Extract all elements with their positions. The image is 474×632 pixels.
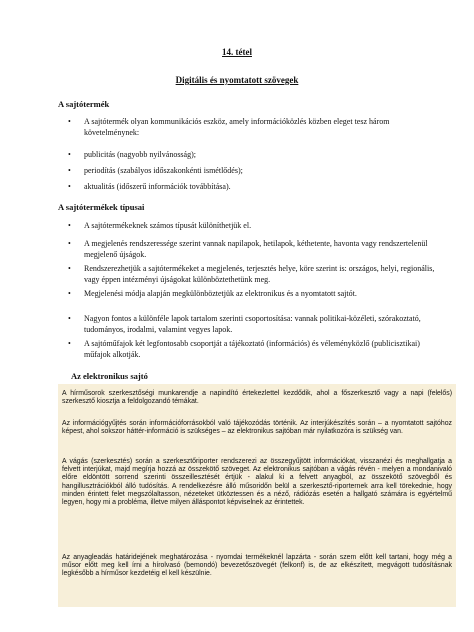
list-item: • A sajtóműfajok két legfontosabb csoportját a tájékoztató (információs) és véleményközlő (publicisztikai) műfajok alkotják. xyxy=(68,339,420,359)
list-item: • Nagyon fontos a különféle lapok tartalom szerinti csoportosítása: vannak politikai-közéleti, szórakoztató, tudományos, irodalmi, valamint vegyes lapok. xyxy=(68,314,421,334)
list-item: • periodítás (szabályos időszakonkénti ismétlődés); xyxy=(68,166,243,175)
bullet-icon: • xyxy=(68,339,71,348)
bullet-icon: • xyxy=(68,264,71,273)
list-item: • A sajtótermékeknek számos típusát különíthetjük el. xyxy=(68,221,252,230)
list-item: • A megjelenés rendszeressége szerint vannak napilapok, hetilapok, kéthetente, havonta vagy rendszertelenül megjelenő újságok. xyxy=(68,239,428,259)
list-item: • A sajtótermék olyan kommunikációs eszköz, amely információközlés közben eleget tesz három követelménynek: xyxy=(68,117,390,137)
list-item: • aktualitás (időszerű információk továbbítása). xyxy=(68,182,231,191)
section-heading-sajtotermek: A sajtótermék xyxy=(58,99,110,109)
bullet-icon: • xyxy=(68,239,71,248)
bullet-icon: • xyxy=(68,150,71,159)
paragraph: A vágás (szerkesztés) során a szerkesztőriporter rendszerezi az összegyűjtött információkat, visszanézi és meghallgatja a felvett interjúkat, majd megírja hozzá az összekötő szöveget. Az elektronikus sajtóban a vágás révén - melyen a mondanivaló előre eldöntött sorrend szerinti összeillesztését értjük - alakul ki a felvett anyagból, az összekötő szövegből és hangillusztrációkból álló tudósítás. A rendelkezésre álló műsoridőn belül a szerkesztő-riporternek arra kell törekednie, hogy minden érintett felet megszólaltasson, nézeteket ütköztessen és a néző, rádiózás esetén a hallgató számára is egyértelmű legyen, hogy mi a probléma, illetve milyen álláspontot képviselnek az érintettek. xyxy=(62,458,452,507)
bullet-icon: • xyxy=(68,314,71,323)
bullet-icon: • xyxy=(68,166,71,175)
electronic-press-heading: Az elektronikus sajtó xyxy=(71,371,148,381)
item-number: 14. tétel xyxy=(222,47,252,57)
bullet-icon: • xyxy=(68,221,71,230)
paragraph: A hírműsorok szerkesztőségi munkarendje a napindító értekezlettel kezdődik, ahol a főszerkesztő vagy a napi (felelős) szerkesztő kiosztja a feldolgozandó témákat. xyxy=(62,390,452,406)
electronic-press-box xyxy=(58,384,456,607)
paragraph: Az anyagleadás határidejének meghatározása - nyomdai termékeknél lapzárta - során szem előtt kell tartani, hogy még a műsor előtt meg kell írni a hírolvasó (bemondó) bevezetőszövegét (felkonf) is, de az elkészített, megvágott tudósításnak legkésőbb a hírműsor kezdetéig el kell készülnie. xyxy=(62,554,452,578)
paragraph: Az információgyűjtés során információforrásokból való tájékozódás történik. Az interjúkészítés során – a nyomtatott sajtóhoz képest, ahol sokszor háttér-információ is szükséges – az elektronikus sajtóban már nyilatkozóra is szükség van. xyxy=(62,420,452,436)
bullet-icon: • xyxy=(68,289,71,298)
bullet-icon: • xyxy=(68,117,71,126)
bullet-icon: • xyxy=(68,182,71,191)
list-item: • publicitás (nagyobb nyilvánosság); xyxy=(68,150,196,159)
document-title: Digitális és nyomtatott szövegek xyxy=(175,75,299,85)
section-heading-tipusai: A sajtótermékek típusai xyxy=(58,202,145,212)
list-item: • Rendszerezhetjük a sajtótermékeket a megjelenés, terjesztés helye, köre szerint is: országos, helyi, regionális, vagy éppen intézményi újságokat különböztethetünk meg. xyxy=(68,264,435,284)
list-item: • Megjelenési módja alapján megkülönböztetjük az elektronikus és a nyomtatott sajtót. xyxy=(68,289,357,298)
